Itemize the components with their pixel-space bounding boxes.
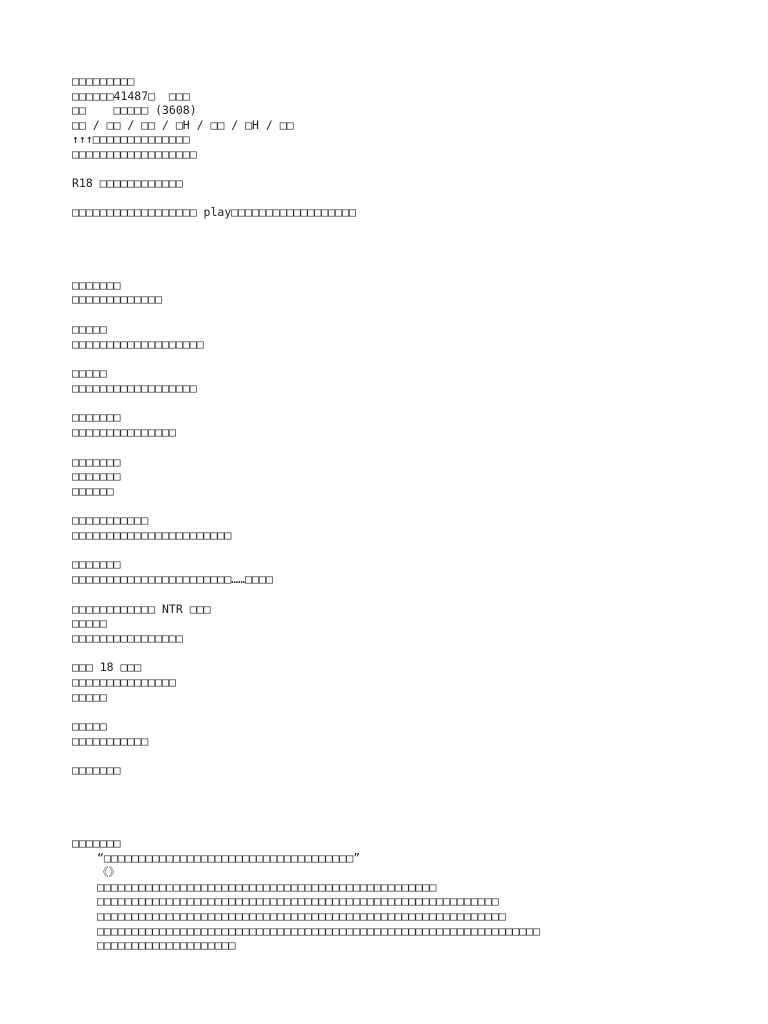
arrows-line: ↑↑↑□□□□□□□□□□□□□□ [72, 132, 190, 147]
review-quote: “□□□□□□□□□□□□□□□□□□□□□□□□□□□□□□□□□□□□” [97, 850, 361, 865]
section-line: □□□□□□□□□□□□□□□□ [72, 630, 183, 645]
section [72, 322, 672, 351]
section-line: □□□□□□□□□□□□□□□□□□□ [72, 336, 204, 351]
section-line: □□□□□□ [72, 483, 114, 498]
book-meta: □□□□□□41487□ □□□ [72, 88, 190, 103]
review-line: □□□□□□□□□□□□□□□□□□□□ [97, 938, 236, 953]
review-marker: 《》 [97, 865, 120, 880]
r18-notice: R18 □□□□□□□□□□□□ [72, 175, 183, 190]
section-line: □□□□□□□□□□□□□□□ [72, 675, 176, 690]
book-subtitle: □□□□□□□□□□□□□□□□□□ [72, 146, 197, 161]
header-block [72, 74, 672, 162]
book-title: □□□□□□□□□ [72, 74, 135, 88]
section [72, 557, 672, 586]
rating-line: □□ □□□□□ (3608) [72, 103, 197, 118]
section-line: □□□□□□□ [72, 410, 121, 425]
review-body [72, 851, 672, 953]
section-line: □□□□□□□ [72, 557, 121, 572]
section-line: □□□□□□□□□□□□□□□□□□□□□□□……□□□□ [72, 572, 273, 587]
section [72, 602, 672, 646]
section [72, 455, 672, 499]
section-line: □□□□□□□ [72, 763, 121, 778]
section [72, 513, 672, 542]
section [72, 366, 672, 395]
section-line: □□□□□□□□□□□□□□□□□□□□□□□ [72, 527, 232, 542]
document-page [72, 74, 672, 953]
section-line: □□□□□□□□□□□□□ [72, 292, 163, 307]
section-line: □□□□□ [72, 366, 107, 381]
review-line: □□□□□□□□□□□□□□□□□□□□□□□□□□□□□□□□□□□□□□□□□□□□□□□□□□□□□□□□□□□□□□□□ [97, 923, 541, 938]
section-line: □□□□□ [72, 616, 107, 631]
section-line: □□□□□□□ [72, 469, 121, 484]
review-line: □□□□□□□□□□□□□□□□□□□□□□□□□□□□□□□□□□□□□□□□□□□□□□□□□□□□□□□□□□□ [97, 908, 506, 923]
section-line: □□□□□□□□□□□□□□□ [72, 424, 176, 439]
section-line: □□□□□ [72, 689, 107, 704]
review-line: □□□□□□□□□□□□□□□□□□□□□□□□□□□□□□□□□□□□□□□□□□□□□□□□□ [97, 879, 437, 894]
section [72, 410, 672, 439]
section [72, 278, 672, 307]
review-block [72, 836, 672, 953]
content-sections [72, 278, 672, 778]
section [72, 660, 672, 704]
section-line: □□□□□□□ [72, 277, 121, 292]
section-line: □□□□□□□□□□□□□□□□□□ [72, 380, 197, 395]
review-line: □□□□□□□□□□□□□□□□□□□□□□□□□□□□□□□□□□□□□□□□□□□□□□□□□□□□□□□□□□ [97, 894, 499, 909]
review-label: □□□□□□□ [72, 836, 121, 850]
section-line: □□□□□ [72, 719, 107, 734]
section-line: □□□ 18 □□□ [72, 660, 142, 675]
description: □□□□□□□□□□□□□□□□□□ play□□□□□□□□□□□□□□□□□□ [72, 205, 356, 220]
section-line: □□□□□□□□□□□ [72, 513, 149, 528]
section-line: □□□□□□□□□□□□ NTR □□□ [72, 601, 211, 616]
section [72, 763, 672, 778]
section-line: □□□□□□□□□□□ [72, 733, 149, 748]
tag-list: □□ / □□ / □□ / □H / □□ / □H / □□ [72, 117, 294, 132]
section-line: □□□□□□□ [72, 454, 121, 469]
section-line: □□□□□ [72, 321, 107, 336]
section [72, 719, 672, 748]
